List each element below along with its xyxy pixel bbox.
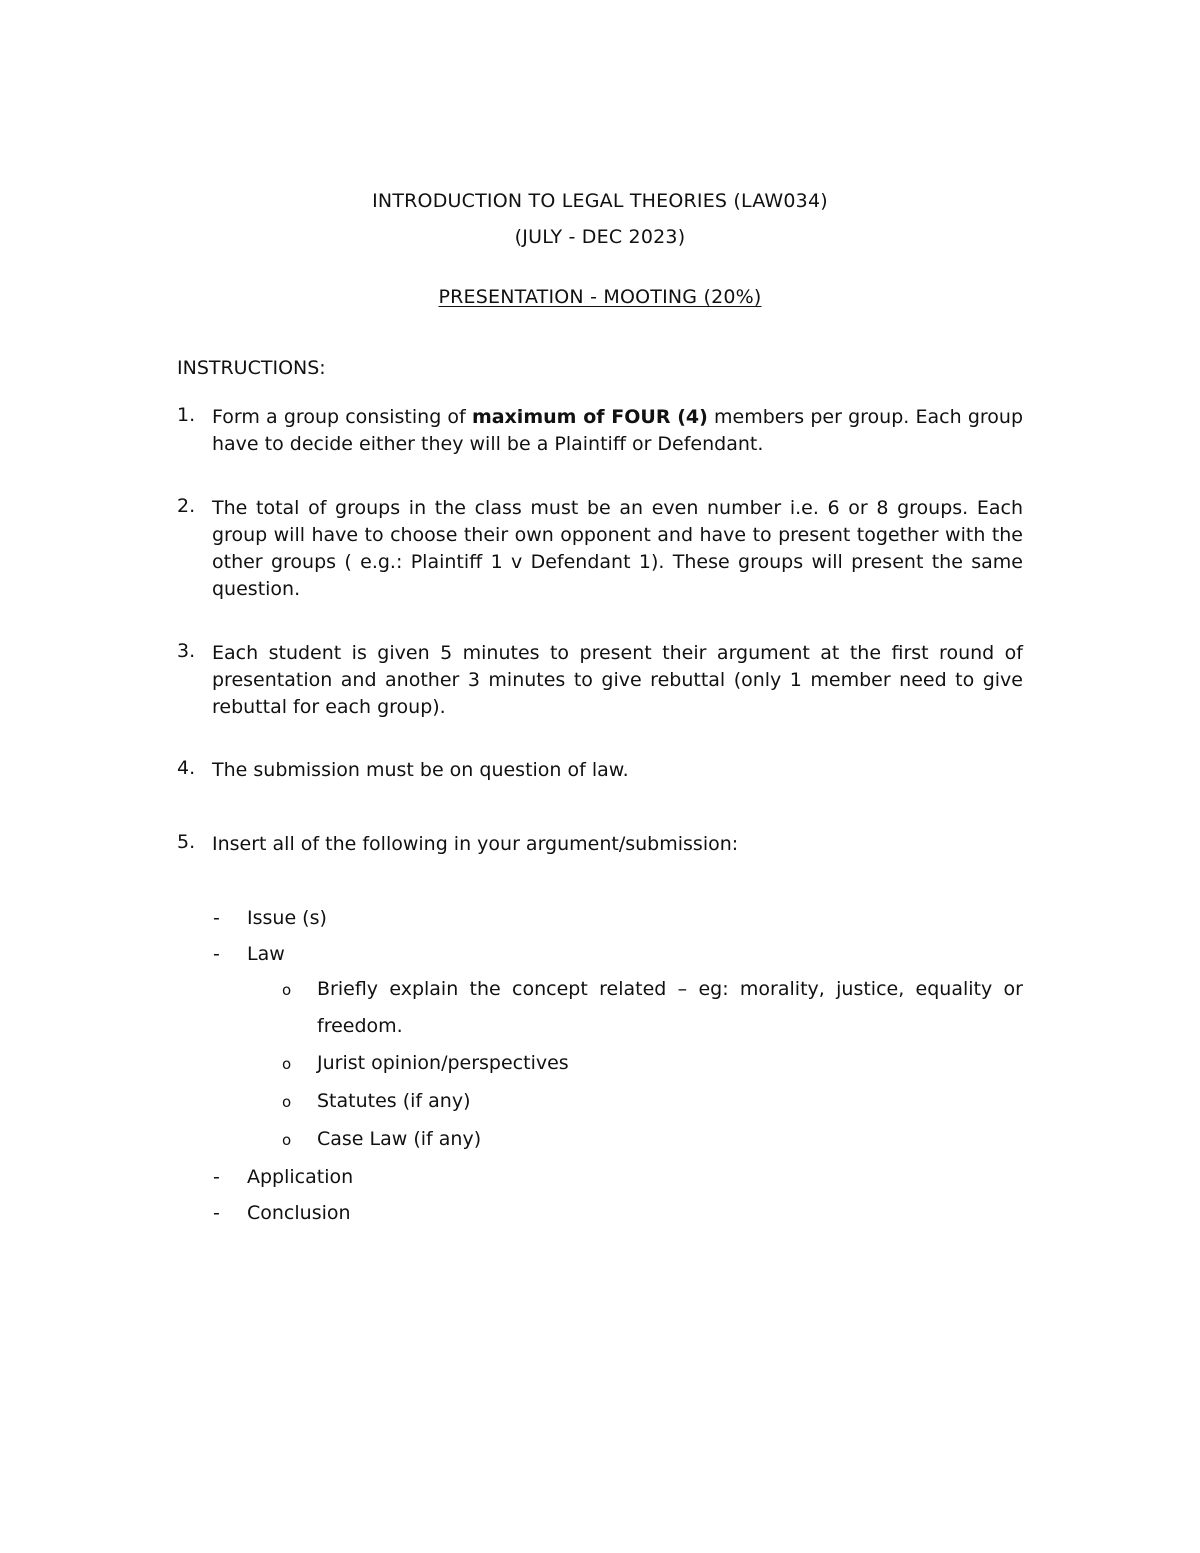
- law-point: [282, 1045, 1023, 1082]
- item-number: 5.: [177, 831, 196, 853]
- item-text-part: Form a group consisting of: [212, 406, 472, 428]
- dash-marker: -: [213, 1166, 220, 1188]
- checklist-text: Conclusion: [247, 1202, 351, 1224]
- item-text-emphasis: maximum of FOUR (4): [471, 406, 708, 428]
- item-number: 2.: [177, 495, 196, 517]
- instruction-item-3: [177, 640, 1023, 721]
- course-session: (JULY - DEC 2023): [514, 226, 686, 248]
- item-text-part: members per group. Each group have to decide either they will be a Plaintiff or Defendant.: [212, 406, 1024, 455]
- instruction-item-4: [177, 757, 1023, 784]
- item-text: [212, 404, 1023, 458]
- checklist-text: Issue (s): [247, 907, 327, 929]
- item-number: 3.: [177, 640, 196, 662]
- item-number: 4.: [177, 757, 196, 779]
- checklist-application: [213, 1164, 1013, 1191]
- checklist-issue: [213, 905, 1013, 932]
- instruction-item-5: [177, 831, 1023, 858]
- item-text: The total of groups in the class must be an even number i.e. 6 or 8 groups. Each group will have to choose their own opponent and have to present together with the other groups ( e.g.: Plaintiff 1 v Defendant 1). These groups will present the same question.: [212, 497, 1023, 600]
- dash-marker: -: [213, 943, 220, 965]
- circle-bullet-icon: o: [282, 981, 292, 999]
- dash-marker: -: [213, 907, 220, 929]
- law-point: [282, 1083, 1023, 1120]
- checklist-text: Application: [247, 1166, 354, 1188]
- instruction-item-1: [177, 404, 1023, 458]
- item-text: Each student is given 5 minutes to present their argument at the first round of presentation and another 3 minutes to give rebuttal (only 1 member need to give rebuttal for each group).: [212, 642, 1023, 718]
- item-text: Insert all of the following in your argument/submission:: [212, 833, 739, 855]
- law-point-text: Statutes (if any): [317, 1090, 471, 1112]
- checklist-text: Law: [247, 943, 285, 965]
- circle-bullet-icon: o: [282, 1093, 292, 1111]
- law-point-text: Case Law (if any): [317, 1128, 482, 1150]
- law-point-text: Jurist opinion/perspectives: [317, 1052, 569, 1074]
- circle-bullet-icon: o: [282, 1131, 292, 1149]
- circle-bullet-icon: o: [282, 1055, 292, 1073]
- law-point-text: Briefly explain the concept related – eg: morality, justice, equality or freedom.: [317, 978, 1023, 1037]
- item-number: 1.: [177, 404, 196, 426]
- checklist-law: [213, 941, 1013, 968]
- course-title: INTRODUCTION TO LEGAL THEORIES (LAW034): [372, 190, 828, 212]
- instructions-heading: INSTRUCTIONS:: [177, 357, 326, 379]
- dash-marker: -: [213, 1202, 220, 1224]
- law-point: [282, 1121, 1023, 1158]
- instruction-item-2: [177, 495, 1023, 603]
- assessment-title: PRESENTATION - MOOTING (20%): [438, 286, 762, 308]
- item-text: The submission must be on question of law.: [212, 759, 629, 781]
- checklist-conclusion: [213, 1200, 1013, 1227]
- law-point: [282, 971, 1023, 1045]
